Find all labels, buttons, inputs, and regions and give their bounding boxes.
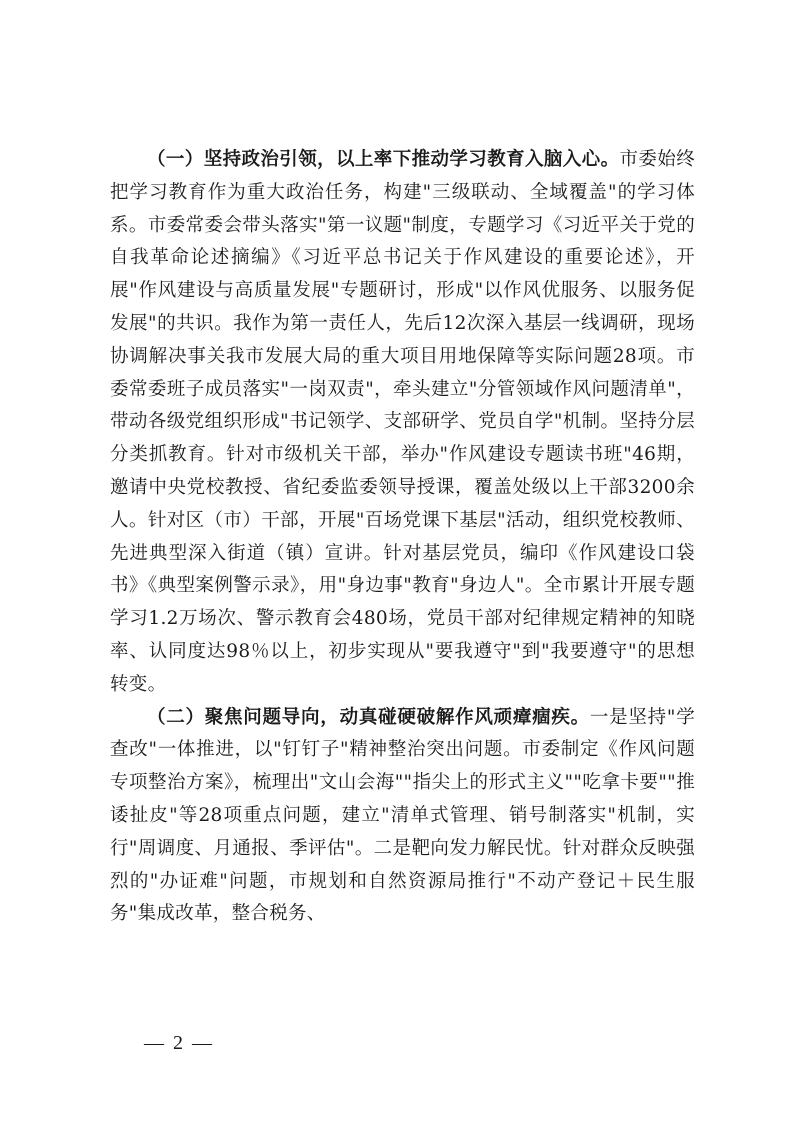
paragraph-1-text: 市委始终把学习教育作为重大政治任务，构建"三级联动、全域覆盖"的学习体系。市委常委会带头落实"第一议题"制度，专题学习《习近平关于党的自我革命论述摘编》《习近平总书记关于作风建设的重要论述》，开展"作风建设与高质量发展"专题研讨，形成"以作风优服务、以服务促发展"的共识。我作为第一责任人，先后12次深入基层一线调研，现场协调解决事关我市发展大局的重大项目用地保障等实际问题28项。市委常委班子成员落实"一岗双责"，牵头建立"分管领域作风问题清单"，带动各级党组织形成"书记领学、支部研学、党员自学"机制。坚持分层分类抓教育。针对市级机关干部，举办"作风建设专题读书班"46期，邀请中央党校教授、省纪委监委领导授课，覆盖处级以上干部3200余人。针对区（市）干部，开展"百场党课下基层"活动，组织党校教师、先进典型深入街道（镇）宣讲。针对基层党员，编印《作风建设口袋书》《典型案例警示录》，用"身边事"教育"身边人"。全市累计开展专题学习1.2万场次、警示教育会480场，党员干部对纪律规定精神的知晓率、认同度达98％以上，初步实现从"要我遵守"到"我要遵守"的思想转变。 [110,149,695,695]
paragraph-2-heading: （二）聚焦问题导向，动真碰硬破解作风顽瘴痼疾。 [147,706,590,728]
document-body [110,144,695,931]
paragraph-1-heading: （一）坚持政治引领，以上率下推动学习教育入脑入心。 [147,149,620,170]
paragraph-2 [110,702,695,932]
page-number: — 2 — [144,1032,214,1054]
paragraph-2-text: 一是坚持"学查改"一体推进，以"钉钉子"精神整治突出问题。市委制定《作风问题专项整治方案》，梳理出"文山会海""指尖上的形式主义""吃拿卡要""推诿扯皮"等28项重点问题，建立"清单式管理、销号制落实"机制，实行"周调度、月通报、季评估"。二是靶向发力解民忧。针对群众反映强烈的"办证难"问题，市规划和自然资源局推行"不动产登记＋民生服务"集成改革，整合税务、 [110,706,695,925]
paragraph-1 [110,144,695,702]
